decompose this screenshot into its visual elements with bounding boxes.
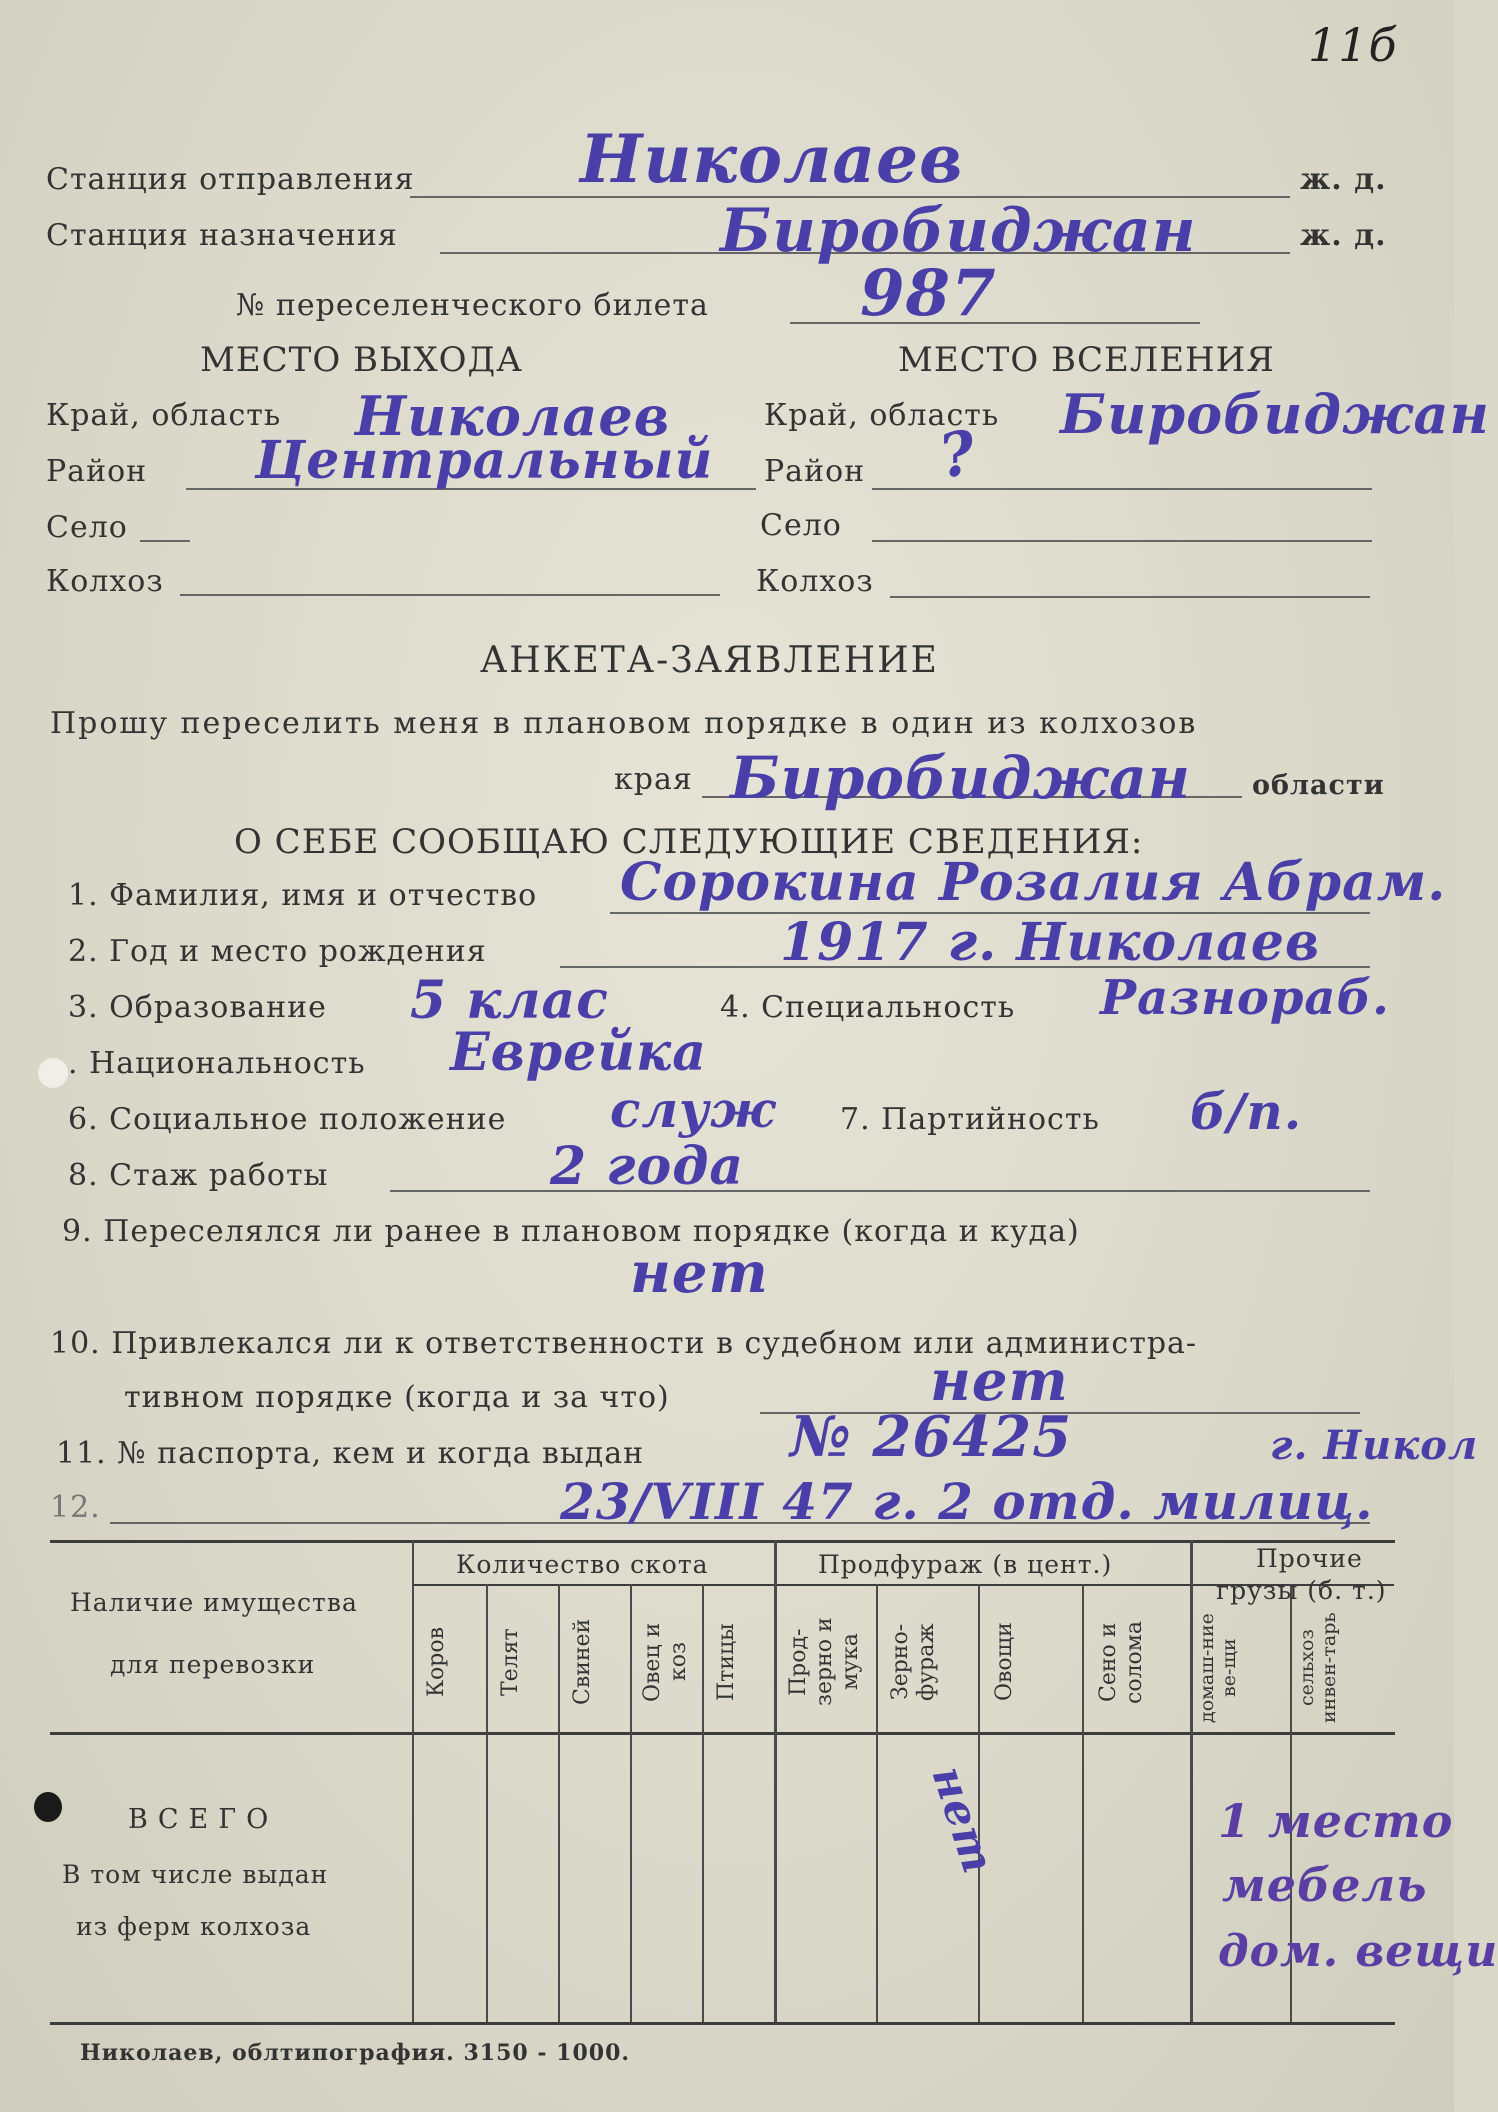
departure-rail-suffix: ж. д. <box>1300 162 1387 197</box>
application-line1: Прошу переселить меня в плановом порядке в один из колхозов <box>50 706 1198 741</box>
field-7-value: б/п. <box>1190 1082 1303 1141</box>
field-11-label: 11. № паспорта, кем и когда выдан <box>56 1436 645 1471</box>
settle-district-mark: ? <box>934 417 982 493</box>
table-handwritten-fodder: нет <box>921 1760 1004 1881</box>
field-11-value: № 26425 <box>790 1404 1073 1470</box>
col-poultry: Птицы <box>714 1623 739 1701</box>
settle-kolkhoz-label: Колхоз <box>756 564 874 599</box>
field-6-value: служ <box>610 1080 777 1139</box>
table-header-bottom <box>50 1732 1395 1735</box>
table-vline-5 <box>774 1540 777 2022</box>
field-3-label: 3. Образование <box>68 990 327 1025</box>
table-vline-3 <box>630 1584 632 2022</box>
departure-station-value: Николаев <box>580 120 964 198</box>
destination-station-value: Биробиджан <box>720 196 1197 266</box>
oblasti-label: области <box>1252 770 1385 801</box>
field-8-line <box>390 1190 1370 1192</box>
ticket-label: № переселенческого билета <box>236 288 709 323</box>
field-10-label-b: тивном порядке (когда и за что) <box>124 1380 670 1415</box>
field-7-label: 7. Партийность <box>840 1102 1100 1137</box>
field-9-value: нет <box>630 1240 769 1306</box>
col-feed-grain: Зерно-фураж <box>888 1623 939 1701</box>
settle-district-label: Район <box>764 454 866 489</box>
col-household: домаш-ние ве-щи <box>1196 1613 1240 1723</box>
table-bottom-border <box>50 2022 1395 2025</box>
exit-region-value: Николаев <box>355 384 671 448</box>
field-2-value: 1917 г. Николаев <box>780 912 1321 973</box>
exit-region-label: Край, область <box>46 398 282 433</box>
settle-village-line <box>872 540 1372 542</box>
table-vline-1 <box>486 1584 488 2022</box>
info-heading: О СЕБЕ СООБЩАЮ СЛЕДУЮЩИЕ СВЕДЕНИЯ: <box>234 822 1144 862</box>
field-4-label: 4. Специальность <box>720 990 1016 1025</box>
settle-region-label: Край, область <box>764 398 1000 433</box>
table-group-livestock: Количество скота <box>456 1550 709 1579</box>
col-farm-tools: сельхоз инвен-тарь <box>1296 1612 1340 1724</box>
table-vline-2 <box>558 1584 560 2022</box>
col-pigs: Свиней <box>570 1618 595 1706</box>
table-left-header-a: Наличие имущества <box>70 1588 358 1617</box>
table-group-fodder: Продфураж (в цент.) <box>818 1550 1113 1579</box>
col-grain-flour: Прод-зерно и мука <box>786 1617 863 1707</box>
table-vline-0 <box>412 1540 414 2022</box>
punch-hole-top <box>38 1058 68 1088</box>
kraya-value: Биробиджан <box>730 744 1191 812</box>
table-handwritten-other-3: дом. вещи <box>1218 1926 1498 1977</box>
col-cows: Коров <box>424 1627 449 1697</box>
settle-region-value: Биробиджан <box>1060 382 1490 446</box>
destination-rail-suffix: ж. д. <box>1300 218 1387 253</box>
field-8-value: 2 года <box>550 1136 745 1197</box>
field-12-label: 12. <box>50 1490 101 1525</box>
punch-hole-bottom <box>34 1792 62 1822</box>
table-vline-4 <box>702 1584 704 2022</box>
table-handwritten-other-1: 1 место <box>1218 1794 1454 1848</box>
col-calves: Телят <box>498 1628 523 1696</box>
exit-kolkhoz-label: Колхоз <box>46 564 164 599</box>
table-incl-a: В том числе выдан <box>62 1860 329 1889</box>
field-5-value: Еврейка <box>450 1022 707 1083</box>
field-9-label: 9. Переселялся ли ранее в плановом порядке (когда и куда) <box>62 1214 1080 1249</box>
table-vline-6 <box>876 1584 878 2022</box>
settle-village-label: Село <box>760 508 842 543</box>
field-11-value-b: г. Никол <box>1270 1422 1479 1469</box>
exit-district-label: Район <box>46 454 148 489</box>
departure-station-label: Станция отправления <box>46 162 415 197</box>
exit-village-line <box>140 540 190 542</box>
field-1-value: Сорокина Розалия Абрам. <box>620 852 1447 913</box>
table-vline-8 <box>1082 1584 1084 2022</box>
field-5-label: . Национальность <box>68 1046 366 1081</box>
col-sheep-goats: Овец и коз <box>640 1622 691 1702</box>
application-title: АНКЕТА-ЗАЯВЛЕНИЕ <box>480 640 939 681</box>
field-3-value: 5 клас <box>410 970 609 1031</box>
field-10-value: нет <box>930 1348 1069 1414</box>
table-incl-b: из ферм колхоза <box>76 1912 312 1941</box>
exit-district-value: Центральный <box>255 430 714 491</box>
exit-village-label: Село <box>46 510 128 545</box>
col-hay-straw: Сено и солома <box>1096 1620 1147 1704</box>
field-8-label: 8. Стаж работы <box>68 1158 329 1193</box>
field-12-value: 23/VIII 47 г. 2 отд. милиц. <box>560 1472 1374 1531</box>
page-number: 11б <box>1308 18 1398 72</box>
field-10-label-a: 10. Привлекался ли к ответственности в судебном или администра- <box>50 1326 1198 1361</box>
kraya-label: края <box>614 762 693 797</box>
exit-place-heading: МЕСТО ВЫХОДА <box>200 340 523 380</box>
table-left-header-b: для перевозки <box>110 1650 316 1679</box>
settle-place-heading: МЕСТО ВСЕЛЕНИЯ <box>898 340 1275 380</box>
table-group-other-b: грузы (б. т.) <box>1216 1576 1387 1605</box>
col-vegetables: Овощи <box>992 1622 1017 1702</box>
table-handwritten-other-2: мебель <box>1222 1858 1428 1912</box>
table-group-other-a: Прочие <box>1256 1544 1363 1573</box>
ticket-value: 987 <box>860 256 997 331</box>
table-total-label: ВСЕГО <box>128 1804 279 1835</box>
field-6-label: 6. Социальное положение <box>68 1102 507 1137</box>
field-4-value: Разнораб. <box>1100 970 1390 1026</box>
settle-kolkhoz-line <box>890 596 1370 598</box>
field-1-label: 1. Фамилия, имя и отчество <box>68 878 538 913</box>
destination-station-label: Станция назначения <box>46 218 398 253</box>
field-2-label: 2. Год и место рождения <box>68 934 487 969</box>
exit-kolkhoz-line <box>180 594 720 596</box>
table-vline-9 <box>1190 1540 1193 2022</box>
printer-footer: Николаев, облтипография. 3150 - 1000. <box>80 2040 631 2066</box>
table-top-border <box>50 1540 1395 1543</box>
